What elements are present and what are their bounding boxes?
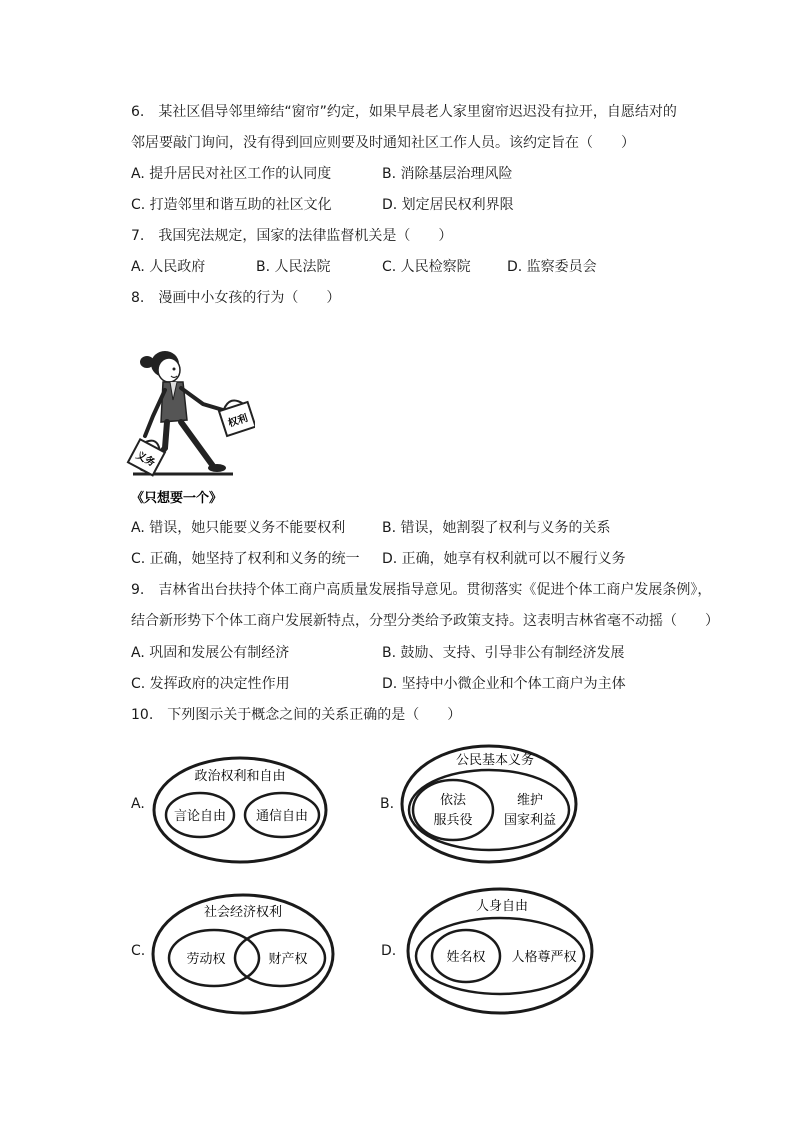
q6-stem-line1: 6. 某社区倡导邻里缔结“窗帘”约定，如果早晨老人家里窗帘迟迟没有拉开，自愿结对的 — [131, 104, 677, 120]
diagram-b-middle-ellipse — [409, 770, 569, 850]
q10-diagram-d — [402, 884, 598, 1018]
q10-diagram-c-label: C. — [131, 943, 146, 959]
diagram-c-right-label: 财产权 — [268, 952, 308, 967]
q9-option-d: D. 坚持中小微企业和个体工商户为主体 — [382, 676, 626, 692]
q8-option-b: B. 错误，她割裂了权利与义务的关系 — [382, 520, 611, 536]
diagram-d-outer-label: 人身自由 — [475, 899, 529, 914]
q9-stem-line1: 9. 吉林省出台扶持个体工商户高质量发展指导意见。贯彻落实《促进个体工商户发展条例》， — [131, 582, 712, 598]
q6-option-c: C. 打造邻里和谐互助的社区文化 — [131, 197, 332, 213]
diagram-c-outer-label: 社会经济权利 — [203, 905, 283, 920]
q6-option-d: D. 划定居民权利界限 — [382, 197, 514, 213]
q9-option-b: B. 鼓励、支持、引导非公有制经济发展 — [382, 645, 625, 661]
diagram-b-inner-label-2: 服兵役 — [433, 813, 473, 828]
q8-cartoon — [125, 340, 255, 510]
q7-option-c: C. 人民检察院 — [382, 259, 471, 275]
diagram-a-right-label: 通信自由 — [255, 809, 309, 824]
q10-diagram-c — [148, 888, 338, 1016]
q10-diagram-a-label: A. — [131, 796, 145, 812]
diagram-b-inner-label-1: 依法 — [439, 793, 467, 808]
q8-stem: 8. 漫画中小女孩的行为（ ） — [131, 290, 341, 306]
diagram-b-middle-label-1: 维护 — [516, 793, 544, 808]
diagram-a-outer-label: 政治权利和自由 — [194, 769, 286, 784]
diagram-a-left-label: 言论自由 — [173, 809, 227, 824]
diagram-b-middle-label-2: 国家利益 — [503, 813, 557, 828]
q8-option-a: A. 错误，她只能要义务不能要权利 — [131, 520, 346, 536]
q8-option-c: C. 正确，她坚持了权利和义务的统一 — [131, 551, 360, 567]
diagram-d-middle-label: 人格尊严权 — [511, 950, 577, 965]
q6-stem-line2: 邻居要敲门询问，没有得到回应则要及时通知社区工作人员。该约定旨在（ ） — [131, 135, 635, 151]
cartoon-title: 《只想要一个》 — [131, 491, 223, 506]
q9-option-c: C. 发挥政府的决定性作用 — [131, 676, 290, 692]
duties-bag-label: 义务 — [133, 450, 157, 470]
q7-option-b: B. 人民法院 — [256, 259, 331, 275]
q10-diagram-b-label: B. — [380, 796, 395, 812]
q10-diagram-d-label: D. — [381, 943, 397, 959]
diagram-d-inner-label: 姓名权 — [446, 950, 486, 965]
q7-option-d: D. 监察委员会 — [507, 259, 597, 275]
girl-front-leg — [181, 422, 213, 466]
diagram-b-outer-label: 公民基本义务 — [455, 753, 535, 768]
girl-ponytail — [140, 356, 154, 368]
diagram-c-left-label: 劳动权 — [186, 952, 226, 967]
q6-option-a: A. 提升居民对社区工作的认同度 — [131, 166, 332, 182]
q8-option-d: D. 正确，她享有权利就可以不履行义务 — [382, 551, 626, 567]
girl-right-arm — [181, 388, 223, 410]
girl-face — [158, 358, 180, 382]
q9-stem-line2: 结合新形势下个体工商户发展新特点，分型分类给予政策支持。这表明吉林省毫不动摇（ ） — [131, 613, 719, 629]
rights-bag-label: 权利 — [226, 413, 250, 430]
q10-diagram-a — [150, 755, 330, 865]
q10-diagram-b — [398, 742, 580, 866]
q10-stem: 10. 下列图示关于概念之间的关系正确的是（ ） — [131, 707, 462, 723]
girl-front-shoe — [208, 464, 226, 472]
diagram-b-inner-ellipse — [413, 780, 493, 840]
q7-stem: 7. 我国宪法规定，国家的法律监督机关是（ ） — [131, 228, 453, 244]
girl-eye — [173, 368, 176, 371]
q7-option-a: A. 人民政府 — [131, 259, 206, 275]
q9-option-a: A. 巩固和发展公有制经济 — [131, 645, 290, 661]
q6-option-b: B. 消除基层治理风险 — [382, 166, 513, 182]
